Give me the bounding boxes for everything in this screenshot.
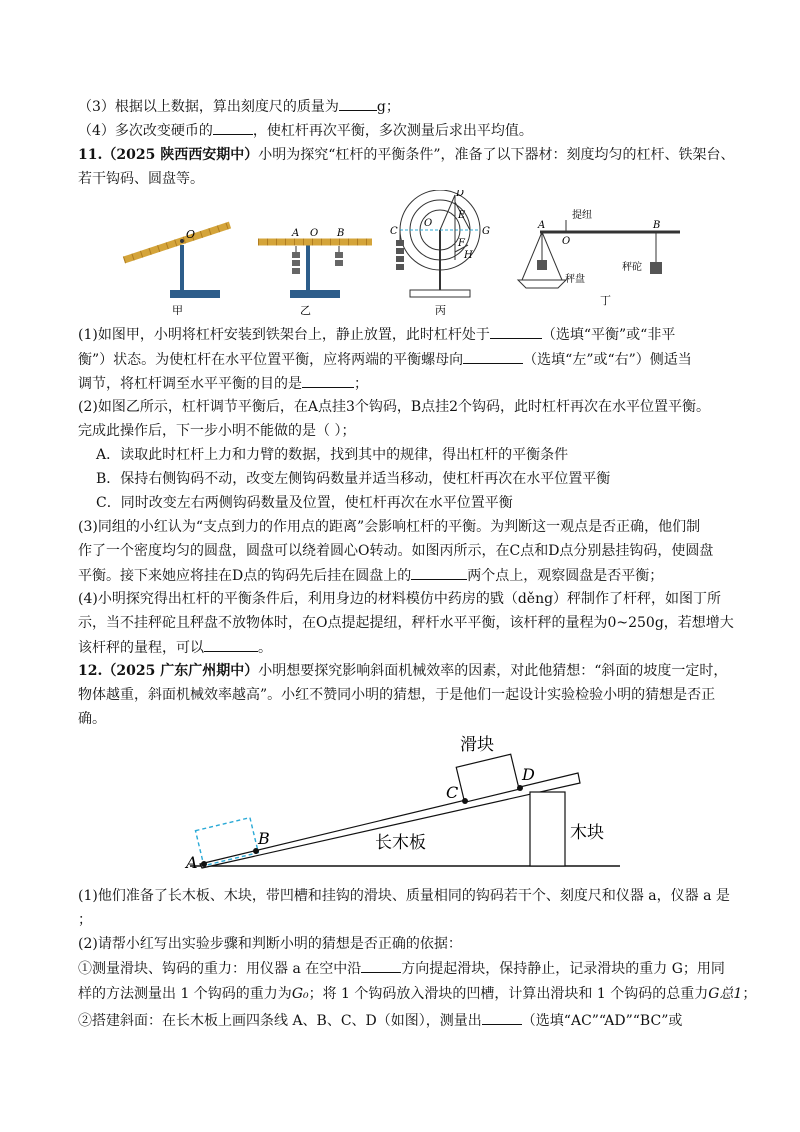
figure-jia xyxy=(124,225,230,315)
incline-figure xyxy=(170,728,630,876)
label-huakuai: 滑块 xyxy=(460,735,494,755)
answer-blank[interactable] xyxy=(411,565,467,580)
answer-blank[interactable] xyxy=(339,96,377,111)
figure-ding xyxy=(518,208,680,307)
label-d: D xyxy=(456,190,465,199)
label-a: A xyxy=(292,228,300,239)
q12-step1-line2: 样的方法测量出 1 个钩码的重力为G₀；将 1 个钩码放入滑块的凹槽，计算出滑块和 1 个钩码的总重力G总1； xyxy=(78,986,757,1002)
label-chengtuo: 秤砣 xyxy=(622,262,642,273)
q11-part2-line1: (2)如图乙所示，杠杆调节平衡后，在A点挂3个钩码，B点挂2个钩码，此时杠杆再次在水平位置平衡。 xyxy=(78,399,711,415)
q11-figures xyxy=(110,190,700,315)
answer-blank[interactable] xyxy=(302,373,354,388)
answer-blank[interactable] xyxy=(213,120,253,135)
label-c: C xyxy=(390,226,398,237)
q12-step1-line1: ①测量滑块、钩码的重力：用仪器 a 在空中沿 方向提起滑块，保持静止，记录滑块的重力 G；用同 xyxy=(78,958,725,979)
q10-part3: （3）根据以上数据，算出刻度尺的质量为 g； xyxy=(78,96,400,117)
label-b: B xyxy=(337,228,345,239)
option-a: A．读取此时杠杆上力和力臂的数据，找到其中的规律，得出杠杆的平衡条件 xyxy=(96,447,569,463)
figure-yi xyxy=(258,228,372,315)
figure-caption-yi: 乙 xyxy=(300,304,311,315)
q11-stem-line2: 若干钩码、圆盘等。 xyxy=(78,171,204,187)
q12-stem-line3: 确。 xyxy=(78,711,106,727)
label-f: F xyxy=(458,238,465,249)
label-a: A xyxy=(186,853,198,872)
answer-blank[interactable] xyxy=(361,958,401,973)
label-o: O xyxy=(424,218,433,229)
q11-stem-line1: 11.（2025 陕西西安期中）小明为探究“杠杆的平衡条件”，准备了以下器材：刻度均匀的杠杆、铁架台、 xyxy=(78,147,735,163)
label-b: B xyxy=(653,220,661,231)
label-o: O xyxy=(562,236,571,247)
label-d: D xyxy=(522,765,535,784)
q12-stem-line1: 12.（2025 广东广州期中）小明想要探究影响斜面机械效率的因素，对此他猜想：“斜面的坡度一定时， xyxy=(78,663,728,679)
q11-part3-line2: 作了一个密度均匀的圆盘，圆盘可以绕着圆心O转动。如图丙所示，在C点和D点分别悬挂钩码，使圆盘 xyxy=(78,543,714,559)
figure-bing xyxy=(390,190,490,315)
label-b: B xyxy=(258,829,270,848)
q11-part1-line1: (1)如图甲，小明将杠杆安装到铁架台上，静止放置，此时杠杆处于 （选填“平衡”或“非平 xyxy=(78,324,675,345)
q12-stem-line2: 物体越重，斜面机械效率越高”。小红不赞同小明的猜想，于是他们一起设计实验检验小明的猜想是否正 xyxy=(78,687,716,703)
q12-step2-line1: ②搭建斜面：在长木板上画四条线 A、B、C、D（如图），测量出 （选填“AC”“AD”“BC”或 xyxy=(78,1010,682,1031)
q11-part4-line3: 该杆秤的量程，可以 。 xyxy=(78,637,272,658)
q11-part4-line1: (4)小明探究得出杠杆的平衡条件后，利用身边的材料模仿中药房的戥（děng）秤制作了杆秤，如图丁所 xyxy=(78,591,722,607)
label-o: O xyxy=(186,228,196,241)
q10-part4: （4）多次改变硬币的 ，使杠杆再次平衡，多次测量后求出平均值。 xyxy=(78,120,533,141)
label-a: A xyxy=(538,220,546,231)
q12-part2: (2)请帮小红写出实验步骤和判断小明的猜想是否正确的依据： xyxy=(78,936,462,952)
option-c: C．同时改变左右两侧钩码数量及位置，使杠杆再次在水平位置平衡 xyxy=(96,495,513,511)
option-b: B．保持右侧钩码不动，改变左侧钩码数量并适当移动，使杠杆再次在水平位置平衡 xyxy=(96,471,611,487)
symbol-g-total-1: G总1 xyxy=(708,986,743,1002)
q11-part4-line2: 示，当不挂秤砣且秤盘不放物体时，在O点提起提纽，秤杆水平平衡，该杆秤的量程为0~250g，若想增大 xyxy=(78,615,734,631)
label-e: E xyxy=(458,210,466,221)
label-changmuban: 长木板 xyxy=(375,833,426,853)
symbol-g0: G₀ xyxy=(291,986,309,1002)
label-h: H xyxy=(464,250,473,261)
label-tizhi: 提纽 xyxy=(572,210,592,221)
answer-blank[interactable] xyxy=(463,349,523,364)
figure-caption-bing: 丙 xyxy=(435,304,446,315)
figure-caption-jia: 甲 xyxy=(172,304,183,315)
label-o: O xyxy=(310,228,319,239)
answer-blank[interactable] xyxy=(490,324,542,339)
q11-part1-line3: 调节，将杠杆调至水平平衡的目的是 ； xyxy=(78,373,368,394)
answer-blank[interactable] xyxy=(482,1010,522,1025)
label-c: C xyxy=(446,783,459,802)
label-mukuai: 木块 xyxy=(570,823,604,843)
answer-blank[interactable] xyxy=(204,637,258,652)
q11-part1-line2: 衡”）状态。为使杠杆在水平位置平衡，应将两端的平衡螺母向 （选填“左”或“右”）侧适当 xyxy=(78,349,692,370)
q12-part1-line2: ； xyxy=(78,912,92,928)
q11-part3-line3: 平衡。接下来她应将挂在D点的钩码先后挂在圆盘上的 两个点上，观察圆盘是否平衡； xyxy=(78,565,663,586)
label-g: G xyxy=(482,226,490,237)
q11-part2-line2: 完成此操作后，下一步小明不能做的是（ ）； xyxy=(78,423,356,439)
q11-part3-line1: (3)同组的小红认为“支点到力的作用点的距离”会影响杠杆的平衡。为判断这一观点是否正确，他们制 xyxy=(78,519,701,535)
q12-part1-line1: (1)他们准备了长木板、木块，带凹槽和挂钩的滑块、质量相同的钩码若干个、刻度尺和仪器 a，仪器 a 是 xyxy=(78,888,730,904)
figure-caption-ding: 丁 xyxy=(600,294,611,307)
label-chengpan: 秤盘 xyxy=(565,274,585,285)
